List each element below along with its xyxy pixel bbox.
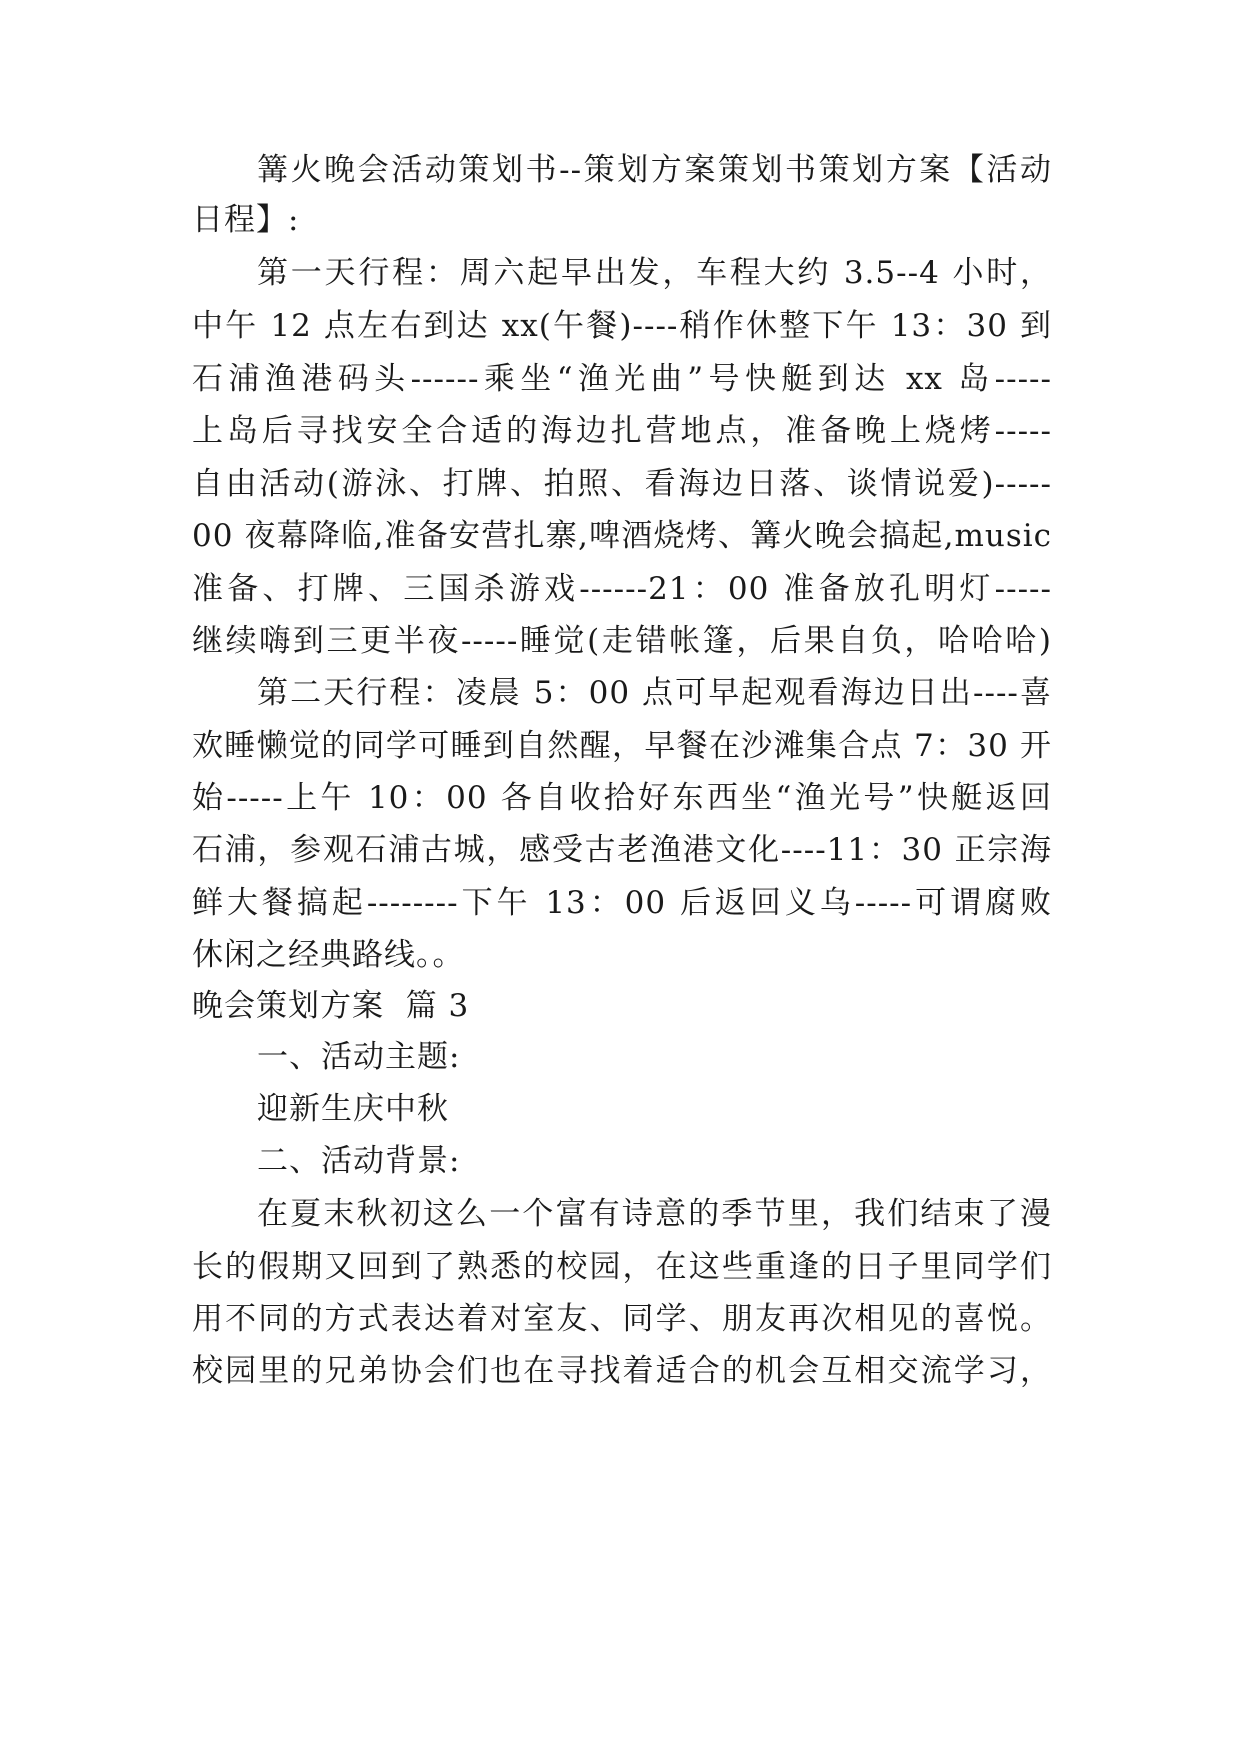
text-line: 准备、打牌、三国杀游戏------21：00 准备放孔明灯-----: [192, 571, 1052, 607]
text-line: 在夏末秋初这么一个富有诗意的季节里，我们结束了漫: [257, 1196, 1052, 1232]
text-line: 第一天行程：周六起早出发，车程大约 3.5--4 小时，: [257, 255, 1052, 291]
text-line: 第二天行程：凌晨 5：00 点可早起观看海边日出----喜: [257, 675, 1052, 711]
text-line: 用不同的方式表达着对室友、同学、朋友再次相见的喜悦。: [192, 1301, 1052, 1337]
text-line: 上岛后寻找安全合适的海边扎营地点，准备晚上烧烤-----: [192, 413, 1052, 449]
text-line: 校园里的兄弟协会们也在寻找着适合的机会互相交流学习，: [192, 1353, 1052, 1389]
text-line: 二、活动背景:: [257, 1143, 461, 1179]
text-line: 始-----上午 10：00 各自收拾好东西坐“渔光号”快艇返回: [192, 780, 1052, 816]
text-line: 休闲之经典路线。。: [192, 937, 465, 973]
text-line: 鲜大餐搞起--------下午 13：00 后返回义乌-----可谓腐败: [192, 885, 1052, 921]
text-line: 石浦，参观石浦古城，感受古老渔港文化----11：30 正宗海: [192, 832, 1052, 868]
text-line: 日程】:: [192, 202, 300, 238]
text-line: 继续嗨到三更半夜-----睡觉(走错帐篷，后果自负，哈哈哈): [192, 623, 1052, 659]
text-line: 自由活动(游泳、打牌、拍照、看海边日落、谈情说爱)-----: [192, 466, 1052, 502]
section-heading: 晚会策划方案 篇 3: [192, 988, 470, 1024]
text-line: 欢睡懒觉的同学可睡到自然醒，早餐在沙滩集合点 7：30 开: [192, 728, 1052, 764]
text-line: 石浦渔港码头------乘坐“渔光曲”号快艇到达 xx 岛-----: [192, 361, 1052, 397]
text-line: 00 夜幕降临,准备安营扎寨,啤酒烧烤、篝火晚会搞起,music: [192, 518, 1052, 554]
text-line: 迎新生庆中秋: [257, 1091, 449, 1127]
text-line: 中午 12 点左右到达 xx(午餐)----稍作休整下午 13：30 到: [192, 308, 1052, 344]
text-line: 篝火晚会活动策划书--策划方案策划书策划方案【活动: [257, 152, 1052, 188]
text-line: 一、活动主题:: [257, 1039, 461, 1075]
text-line: 长的假期又回到了熟悉的校园，在这些重逢的日子里同学们: [192, 1249, 1052, 1285]
